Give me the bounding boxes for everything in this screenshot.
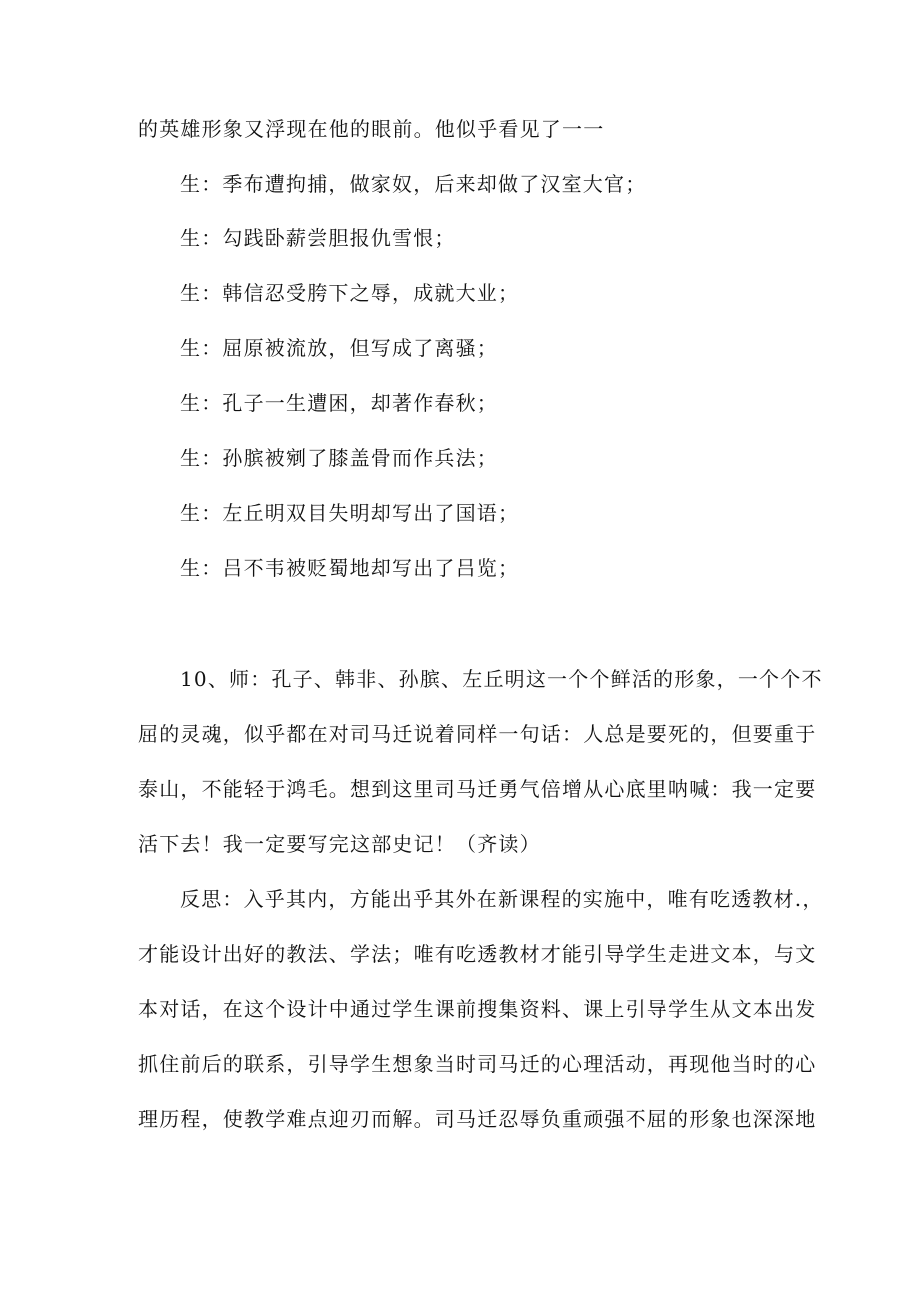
- section-10-line: 泰山，不能轻于鸿毛。想到这里司马迁勇气倍增从心底里呐喊：我一定要: [138, 777, 817, 801]
- section-10-line: 屈的灵魂，似乎都在对司马迁说着同样一句话：人总是要死的，但要重于: [138, 722, 817, 746]
- student-line: 生：韩信忍受胯下之辱，成就大业；: [180, 281, 520, 305]
- student-line: 生：屈原被流放，但写成了离骚；: [180, 336, 498, 360]
- section-10-line: 10、师：孔子、韩非、孙膑、左丘明这一个个鲜活的形象，一个个不: [180, 667, 823, 691]
- student-line: 生：左丘明双目失明却写出了国语；: [180, 501, 520, 525]
- student-line: 生：季布遭拘捕，做家奴，后来却做了汉室大官；: [180, 172, 647, 196]
- reflection-line: 理历程，使教学难点迎刃而解。司马迁忍辱负重顽强不屈的形象也深深地: [138, 1107, 817, 1131]
- reflection-line: 反思：入乎其内，方能出乎其外在新课程的实施中，唯有吃透教材.，: [180, 887, 824, 911]
- intro-line: 的英雄形象又浮现在他的眼前。他似乎看见了一一: [138, 117, 605, 141]
- student-line: 生：孔子一生遭困，却著作春秋；: [180, 391, 498, 415]
- student-line: 生：孙膑被剜了膝盖骨而作兵法；: [180, 446, 498, 470]
- student-line: 生：勾践卧薪尝胆报仇雪恨；: [180, 226, 456, 250]
- reflection-line: 才能设计出好的教法、学法；唯有吃透教材才能引导学生走进文本，与文: [138, 942, 817, 966]
- reflection-line: 本对话，在这个设计中通过学生课前搜集资料、课上引导学生从文本出发: [138, 997, 817, 1021]
- section-10-line: 活下去！我一定要写完这部史记！（齐读）: [138, 832, 541, 856]
- reflection-line: 抓住前后的联系，引导学生想象当时司马迁的心理活动，再现他当时的心: [138, 1052, 817, 1076]
- student-line: 生：吕不韦被贬蜀地却写出了吕览；: [180, 556, 520, 580]
